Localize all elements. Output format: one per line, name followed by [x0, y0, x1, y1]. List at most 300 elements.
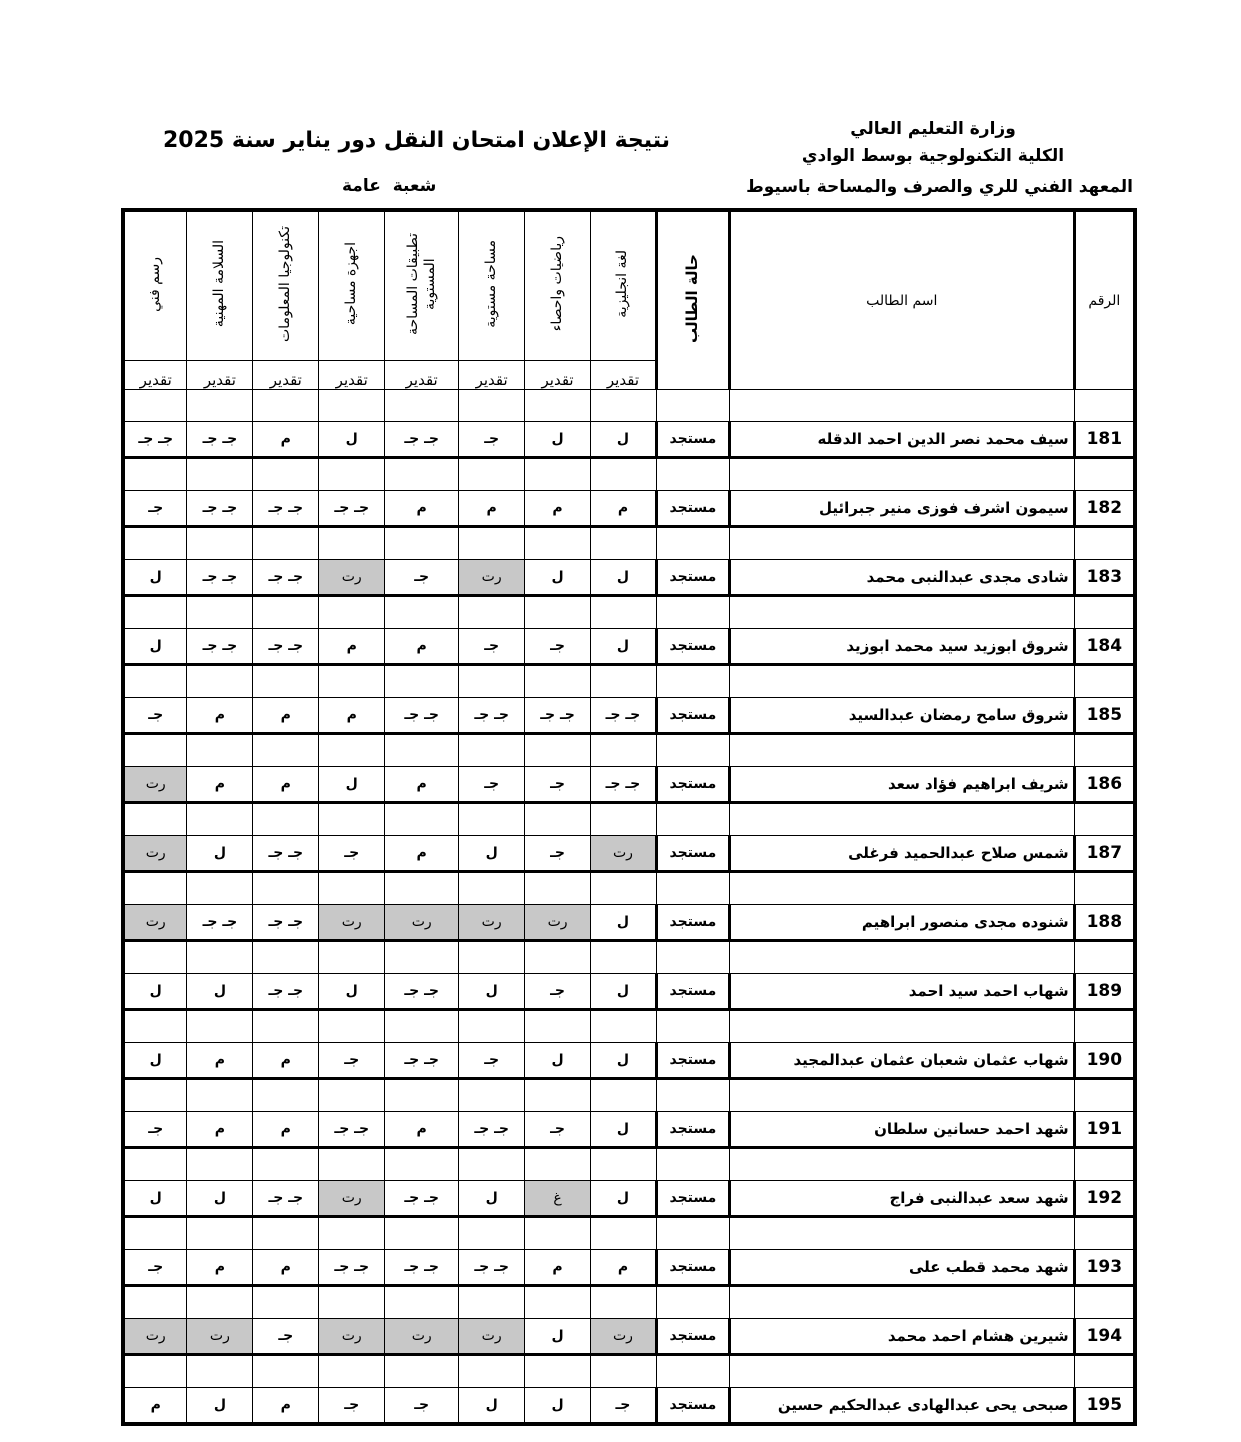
grade-cell: جـ	[319, 836, 385, 872]
grade-cell: جـ	[123, 491, 187, 527]
grade-cell: م	[385, 629, 459, 665]
empty-cell	[656, 458, 729, 491]
empty-cell	[187, 1079, 253, 1112]
column-header-name: اسم الطالب	[729, 210, 1074, 390]
empty-cell	[385, 1286, 459, 1319]
table-row	[123, 1388, 1135, 1425]
empty-cell	[591, 390, 657, 422]
grade-cell: رت	[385, 905, 459, 941]
empty-cell	[123, 1286, 187, 1319]
subject-label: السلامة المهنية	[211, 240, 228, 328]
empty-cell	[729, 1010, 1074, 1043]
student-number: 184	[1074, 629, 1135, 665]
student-status: مستجد	[656, 836, 729, 872]
empty-cell	[1074, 527, 1135, 560]
grade-cell: ل	[591, 629, 657, 665]
spacer-row	[123, 665, 1135, 698]
subject-label: تكنولوجيا المعلومات	[277, 226, 294, 342]
student-status: مستجد	[656, 767, 729, 803]
empty-cell	[729, 1217, 1074, 1250]
empty-cell	[729, 527, 1074, 560]
grade-cell: ل	[591, 1112, 657, 1148]
empty-cell	[459, 458, 525, 491]
page-title: نتيجة الإعلان امتحان النقل دور يناير سنة 2025	[162, 128, 670, 153]
empty-cell	[1074, 390, 1135, 422]
grade-cell: جـ جـ	[187, 422, 253, 458]
ministry-name: وزارة التعليم العالي	[850, 119, 1016, 139]
grade-cell: رت	[385, 1319, 459, 1355]
grade-cell: ل	[525, 1319, 591, 1355]
grade-cell: جـ جـ	[385, 974, 459, 1010]
empty-cell	[591, 1079, 657, 1112]
empty-cell	[123, 390, 187, 422]
empty-cell	[591, 734, 657, 767]
grade-cell: جـ جـ	[385, 698, 459, 734]
empty-cell	[319, 872, 385, 905]
grade-cell: م	[187, 1043, 253, 1079]
empty-cell	[385, 803, 459, 836]
empty-cell	[591, 803, 657, 836]
empty-cell	[525, 458, 591, 491]
column-header-subject	[319, 210, 385, 361]
empty-cell	[525, 665, 591, 698]
student-status: مستجد	[656, 422, 729, 458]
grade-cell: جـ جـ	[187, 629, 253, 665]
empty-cell	[253, 1010, 319, 1043]
grade-cell: م	[385, 836, 459, 872]
column-header-number: الرقم	[1074, 210, 1135, 390]
empty-cell	[253, 1286, 319, 1319]
grade-cell: ل	[187, 1388, 253, 1425]
student-name: شمس صلاح عبدالحميد فرغلى	[729, 836, 1074, 872]
student-name: شادى مجدى عبدالنبى محمد	[729, 560, 1074, 596]
student-status: مستجد	[656, 1112, 729, 1148]
empty-cell	[385, 1355, 459, 1388]
empty-cell	[525, 941, 591, 974]
empty-cell	[123, 596, 187, 629]
empty-cell	[459, 1286, 525, 1319]
empty-cell	[187, 596, 253, 629]
column-header-subject	[525, 210, 591, 361]
empty-cell	[729, 1286, 1074, 1319]
empty-cell	[1074, 1355, 1135, 1388]
empty-cell	[253, 1148, 319, 1181]
grade-cell: جـ	[459, 767, 525, 803]
grade-cell: جـ	[525, 974, 591, 1010]
empty-cell	[459, 1217, 525, 1250]
grade-cell: ل	[123, 560, 187, 596]
student-status: مستجد	[656, 1181, 729, 1217]
grade-cell: م	[123, 1388, 187, 1425]
institution-header	[733, 116, 1133, 197]
grade-cell: جـ	[319, 1043, 385, 1079]
table-row	[123, 974, 1135, 1010]
empty-cell	[729, 941, 1074, 974]
grade-cell: م	[385, 767, 459, 803]
grade-cell: جـ	[123, 1112, 187, 1148]
empty-cell	[656, 1148, 729, 1181]
empty-cell	[729, 803, 1074, 836]
spacer-row	[123, 872, 1135, 905]
empty-cell	[459, 596, 525, 629]
grade-cell: غ	[525, 1181, 591, 1217]
empty-cell	[591, 1355, 657, 1388]
column-header-subject	[123, 210, 187, 361]
student-number: 186	[1074, 767, 1135, 803]
student-number: 191	[1074, 1112, 1135, 1148]
empty-cell	[385, 1148, 459, 1181]
grade-cell: جـ	[385, 560, 459, 596]
grade-cell: ل	[459, 974, 525, 1010]
empty-cell	[1074, 803, 1135, 836]
empty-cell	[187, 1148, 253, 1181]
empty-cell	[729, 872, 1074, 905]
empty-cell	[319, 1217, 385, 1250]
grade-subheader: تقدير	[525, 361, 591, 390]
table-row	[123, 905, 1135, 941]
empty-cell	[656, 1355, 729, 1388]
grade-cell: جـ جـ	[253, 1181, 319, 1217]
empty-cell	[123, 1079, 187, 1112]
empty-cell	[187, 803, 253, 836]
grade-cell: جـ جـ	[385, 1043, 459, 1079]
empty-cell	[1074, 1286, 1135, 1319]
empty-cell	[385, 596, 459, 629]
grade-cell: رت	[123, 905, 187, 941]
grade-subheader: تقدير	[591, 361, 657, 390]
student-number: 181	[1074, 422, 1135, 458]
empty-cell	[1074, 1079, 1135, 1112]
student-number: 182	[1074, 491, 1135, 527]
grade-cell: جـ	[525, 629, 591, 665]
spacer-row	[123, 803, 1135, 836]
empty-cell	[459, 1010, 525, 1043]
empty-cell	[319, 527, 385, 560]
empty-cell	[319, 1010, 385, 1043]
empty-cell	[319, 803, 385, 836]
empty-cell	[385, 665, 459, 698]
grade-cell: جـ	[525, 836, 591, 872]
grade-cell: م	[253, 767, 319, 803]
student-number: 189	[1074, 974, 1135, 1010]
empty-cell	[253, 390, 319, 422]
empty-cell	[656, 527, 729, 560]
empty-cell	[187, 665, 253, 698]
student-number: 185	[1074, 698, 1135, 734]
grade-subheader: تقدير	[123, 361, 187, 390]
grade-cell: م	[187, 767, 253, 803]
grade-cell: جـ جـ	[385, 422, 459, 458]
empty-cell	[525, 1148, 591, 1181]
spacer-row	[123, 1355, 1135, 1388]
empty-cell	[729, 665, 1074, 698]
table-row	[123, 698, 1135, 734]
empty-cell	[187, 872, 253, 905]
empty-cell	[385, 390, 459, 422]
grade-cell: ل	[459, 836, 525, 872]
grade-cell: جـ جـ	[187, 491, 253, 527]
column-header-status: حالة الطالب	[656, 210, 729, 390]
student-status: مستجد	[656, 974, 729, 1010]
grade-cell: رت	[123, 767, 187, 803]
student-name: سيف محمد نصر الدين احمد الدقله	[729, 422, 1074, 458]
empty-cell	[1074, 458, 1135, 491]
grade-cell: م	[253, 1250, 319, 1286]
grade-subheader: تقدير	[253, 361, 319, 390]
subject-label: رسم فني	[147, 256, 164, 312]
spacer-row	[123, 596, 1135, 629]
grade-cell: رت	[319, 905, 385, 941]
empty-cell	[123, 872, 187, 905]
empty-cell	[123, 665, 187, 698]
grade-cell: جـ جـ	[253, 560, 319, 596]
grade-cell: جـ جـ	[253, 905, 319, 941]
student-number: 193	[1074, 1250, 1135, 1286]
grade-cell: رت	[123, 836, 187, 872]
empty-cell	[591, 458, 657, 491]
division-label: شعبة عامة	[342, 176, 437, 196]
spacer-row	[123, 734, 1135, 767]
grade-cell: جـ جـ	[591, 767, 657, 803]
student-status: مستجد	[656, 698, 729, 734]
grade-cell: رت	[187, 1319, 253, 1355]
grade-cell: ل	[525, 1043, 591, 1079]
empty-cell	[187, 527, 253, 560]
empty-cell	[525, 1286, 591, 1319]
empty-cell	[459, 1355, 525, 1388]
grade-cell: جـ	[525, 767, 591, 803]
grade-cell: رت	[459, 905, 525, 941]
empty-cell	[123, 1148, 187, 1181]
empty-cell	[656, 665, 729, 698]
empty-cell	[1074, 1148, 1135, 1181]
grade-cell: ل	[525, 560, 591, 596]
grade-cell: م	[591, 491, 657, 527]
empty-cell	[591, 1217, 657, 1250]
spacer-row	[123, 458, 1135, 491]
empty-cell	[525, 1079, 591, 1112]
grade-cell: ل	[319, 767, 385, 803]
empty-cell	[459, 734, 525, 767]
spacer-row	[123, 941, 1135, 974]
empty-cell	[459, 665, 525, 698]
empty-cell	[591, 872, 657, 905]
empty-cell	[1074, 941, 1135, 974]
grade-subheader: تقدير	[319, 361, 385, 390]
student-name: شريف ابراهيم فؤاد سعد	[729, 767, 1074, 803]
empty-cell	[253, 527, 319, 560]
grade-cell: جـ	[525, 1112, 591, 1148]
empty-cell	[525, 390, 591, 422]
empty-cell	[656, 734, 729, 767]
grade-cell: ل	[187, 1181, 253, 1217]
grade-cell: ل	[123, 1181, 187, 1217]
grade-cell: ل	[459, 1181, 525, 1217]
table-row	[123, 560, 1135, 596]
grade-cell: جـ جـ	[123, 422, 187, 458]
empty-cell	[525, 527, 591, 560]
grade-cell: ل	[591, 422, 657, 458]
student-status: مستجد	[656, 629, 729, 665]
grade-cell: جـ	[253, 1319, 319, 1355]
subject-label: مساحة مستوية	[483, 240, 500, 328]
empty-cell	[525, 596, 591, 629]
empty-cell	[656, 941, 729, 974]
student-number: 190	[1074, 1043, 1135, 1079]
grade-cell: ل	[319, 974, 385, 1010]
empty-cell	[253, 665, 319, 698]
empty-cell	[525, 803, 591, 836]
grade-cell: جـ	[459, 629, 525, 665]
grade-cell: رت	[591, 1319, 657, 1355]
empty-cell	[1074, 1217, 1135, 1250]
grade-cell: ل	[123, 629, 187, 665]
grade-cell: م	[459, 491, 525, 527]
empty-cell	[253, 734, 319, 767]
empty-cell	[1074, 596, 1135, 629]
empty-cell	[319, 390, 385, 422]
student-status: مستجد	[656, 491, 729, 527]
table-row	[123, 1319, 1135, 1355]
grade-cell: رت	[319, 1319, 385, 1355]
grade-cell: م	[319, 698, 385, 734]
grade-cell: ل	[525, 422, 591, 458]
table-row	[123, 422, 1135, 458]
empty-cell	[253, 803, 319, 836]
empty-cell	[385, 458, 459, 491]
spacer-row	[123, 1079, 1135, 1112]
table-row	[123, 836, 1135, 872]
grade-subheader: تقدير	[385, 361, 459, 390]
grade-cell: جـ جـ	[459, 698, 525, 734]
empty-cell	[525, 1010, 591, 1043]
student-number: 192	[1074, 1181, 1135, 1217]
grade-cell: جـ	[385, 1388, 459, 1425]
empty-cell	[187, 1010, 253, 1043]
empty-cell	[459, 1079, 525, 1112]
grade-cell: ل	[591, 974, 657, 1010]
empty-cell	[123, 527, 187, 560]
empty-cell	[123, 1217, 187, 1250]
empty-cell	[656, 1286, 729, 1319]
empty-cell	[319, 1079, 385, 1112]
empty-cell	[123, 734, 187, 767]
grade-cell: جـ جـ	[459, 1250, 525, 1286]
grade-cell: ل	[591, 1043, 657, 1079]
empty-cell	[385, 872, 459, 905]
student-name: شيرين هشام احمد محمد	[729, 1319, 1074, 1355]
grade-cell: رت	[319, 1181, 385, 1217]
grade-cell: ل	[123, 974, 187, 1010]
student-status: مستجد	[656, 1250, 729, 1286]
empty-cell	[319, 1286, 385, 1319]
empty-cell	[253, 596, 319, 629]
spacer-row	[123, 1286, 1135, 1319]
grade-cell: ل	[319, 422, 385, 458]
grade-cell: رت	[591, 836, 657, 872]
grade-cell: م	[187, 1112, 253, 1148]
column-header-subject	[187, 210, 253, 361]
table-row	[123, 767, 1135, 803]
empty-cell	[319, 1148, 385, 1181]
empty-cell	[525, 734, 591, 767]
student-status: مستجد	[656, 1388, 729, 1425]
subject-label: تطبيقات المساحة المستوية	[404, 233, 438, 335]
empty-cell	[729, 1079, 1074, 1112]
empty-cell	[729, 596, 1074, 629]
subject-label: اجهزة مساحية	[343, 242, 360, 326]
spacer-row	[123, 527, 1135, 560]
grade-cell: جـ جـ	[253, 491, 319, 527]
empty-cell	[591, 1286, 657, 1319]
empty-cell	[591, 941, 657, 974]
grade-cell: ل	[123, 1043, 187, 1079]
empty-cell	[385, 527, 459, 560]
grade-cell: جـ جـ	[187, 560, 253, 596]
grade-subheader: تقدير	[459, 361, 525, 390]
college-name: الكلية التكنولوجية بوسط الوادي	[801, 146, 1065, 166]
empty-cell	[656, 1079, 729, 1112]
empty-cell	[123, 803, 187, 836]
grade-cell: جـ	[459, 422, 525, 458]
empty-cell	[187, 734, 253, 767]
column-header-subject	[591, 210, 657, 361]
table-row	[123, 1181, 1135, 1217]
empty-cell	[187, 390, 253, 422]
empty-cell	[729, 1355, 1074, 1388]
empty-cell	[319, 1355, 385, 1388]
student-number: 183	[1074, 560, 1135, 596]
empty-cell	[187, 1286, 253, 1319]
empty-cell	[1074, 872, 1135, 905]
empty-cell	[253, 872, 319, 905]
grade-cell: جـ جـ	[319, 491, 385, 527]
grade-cell: جـ	[319, 1388, 385, 1425]
empty-cell	[459, 1148, 525, 1181]
grade-cell: جـ جـ	[187, 905, 253, 941]
table-row	[123, 629, 1135, 665]
empty-cell	[591, 1010, 657, 1043]
empty-cell	[656, 1010, 729, 1043]
empty-cell	[253, 941, 319, 974]
grade-cell: م	[187, 698, 253, 734]
empty-cell	[525, 1355, 591, 1388]
grade-cell: م	[525, 1250, 591, 1286]
empty-cell	[459, 390, 525, 422]
table-row	[123, 1112, 1135, 1148]
empty-cell	[1074, 1010, 1135, 1043]
student-name: شهد محمد قطب على	[729, 1250, 1074, 1286]
empty-cell	[1074, 665, 1135, 698]
grade-cell: م	[385, 1112, 459, 1148]
grade-cell: جـ	[459, 1043, 525, 1079]
grade-cell: جـ جـ	[385, 1181, 459, 1217]
empty-cell	[187, 458, 253, 491]
grade-cell: رت	[525, 905, 591, 941]
grade-cell: ل	[591, 560, 657, 596]
grade-cell: جـ جـ	[319, 1250, 385, 1286]
student-name: شهاب احمد سيد احمد	[729, 974, 1074, 1010]
empty-cell	[591, 527, 657, 560]
grade-cell: جـ	[591, 1388, 657, 1425]
empty-cell	[187, 941, 253, 974]
grade-cell: جـ	[123, 698, 187, 734]
column-header-subject	[459, 210, 525, 361]
empty-cell	[123, 458, 187, 491]
student-number: 188	[1074, 905, 1135, 941]
empty-cell	[385, 734, 459, 767]
student-name: سيمون اشرف فوزى منير جبرائيل	[729, 491, 1074, 527]
